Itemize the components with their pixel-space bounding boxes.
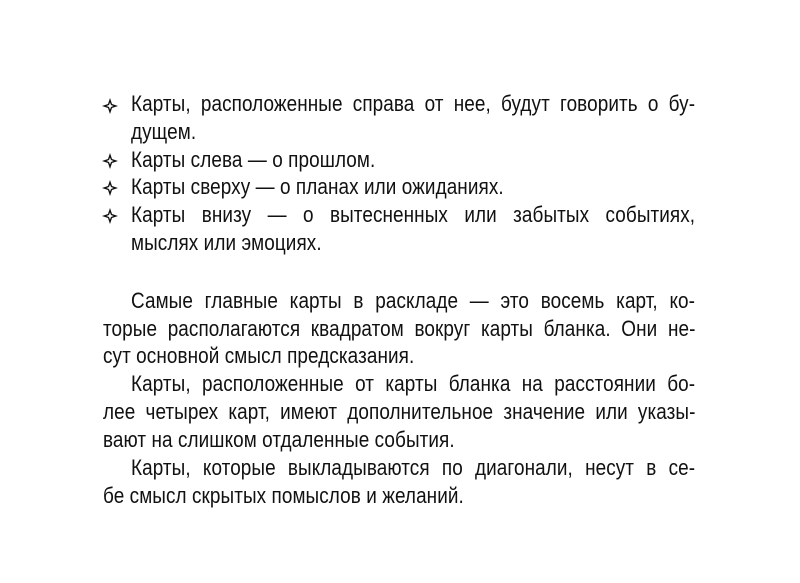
text-line: бе смысл скрытых помыслов и желаний. xyxy=(103,483,464,508)
text-line: мыслях или эмоциях. xyxy=(131,230,322,255)
text-line: вают на слишком отдаленные события. xyxy=(103,427,455,452)
text-line: лее четырех карт, имеют дополнительное значение или указы- xyxy=(103,399,696,424)
star-bullet-icon xyxy=(102,208,118,224)
text-line: Самые главные карты в раскладе — это восемь карт, ко- xyxy=(131,288,696,313)
star-bullet-icon xyxy=(102,180,118,196)
text-line: Карты внизу — о вытесненных или забытых событиях, xyxy=(131,202,696,227)
text-line: Карты сверху — о планах или ожиданиях. xyxy=(131,174,504,199)
text-line: сут основной смысл предсказания. xyxy=(103,343,415,368)
text-line: дущем. xyxy=(131,119,197,144)
text-line: торые располагаются квадратом вокруг карты бланка. Они не- xyxy=(103,316,696,341)
star-bullet-icon xyxy=(102,98,118,114)
text-line: Карты, расположенные справа от нее, будут говорить о бу- xyxy=(131,91,696,116)
text-line: Карты слева — о прошлом. xyxy=(131,147,376,172)
text-line: Карты, которые выкладываются по диагонали, несут в се- xyxy=(131,455,696,480)
star-bullet-icon xyxy=(102,153,118,169)
text-line: Карты, расположенные от карты бланка на расстоянии бо- xyxy=(131,371,696,396)
